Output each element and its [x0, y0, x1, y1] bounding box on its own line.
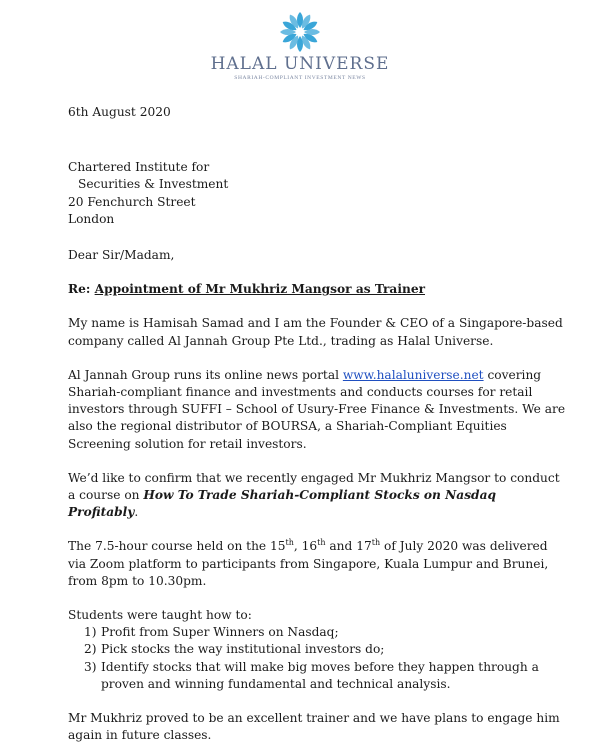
- paragraph-engagement: [68, 470, 568, 522]
- list-number: 2): [84, 642, 97, 657]
- letter-date: 6th August 2020: [68, 105, 171, 119]
- subject-line: [68, 281, 568, 298]
- list-item-text: Identify stocks that will make big moves before they happen through a proven and winning fundamental and technical analysis.: [101, 659, 539, 691]
- brand-tagline: SHARIAH-COMPLIANT INVESTMENT NEWS: [234, 75, 366, 81]
- recipient-address: [68, 159, 568, 228]
- ordinal-suffix: th: [371, 538, 381, 548]
- list-number: 3): [84, 659, 97, 674]
- paragraph-intro: My name is Hamisah Samad and I am the Founder & CEO of a Singapore-based company called Al Jannah Group Pte Ltd., trading as Halal Universe.: [68, 316, 563, 348]
- list-item: [68, 641, 568, 658]
- address-line: Chartered Institute for: [68, 160, 210, 175]
- paragraph-text: and 17: [325, 539, 372, 554]
- paragraph-text: of July 2020 was delivered via Zoom platform to participants from Singapore, Kuala Lumpur and Brunei, from 8pm to 10.30pm.: [68, 539, 549, 588]
- subject-prefix: Re:: [68, 282, 95, 297]
- list-number: 1): [84, 625, 97, 640]
- paragraph-course-details: [68, 538, 568, 590]
- paragraph-company: [68, 367, 568, 453]
- halal-universe-emblem-icon: [278, 10, 322, 54]
- list-item-text: Profit from Super Winners on Nasdaq;: [101, 625, 339, 640]
- ordinal-suffix: th: [317, 538, 326, 548]
- list-item-text: Pick stocks the way institutional investors do;: [101, 642, 385, 657]
- list-item: [68, 624, 568, 641]
- paragraph-text: Al Jannah Group runs its online news portal: [68, 367, 343, 382]
- subject-text: Appointment of Mr Mukhriz Mangsor as Trainer: [94, 282, 425, 297]
- course-title: How To Trade Shariah-Compliant Stocks on Nasdaq Profitably: [68, 488, 496, 520]
- brand-name: HALAL UNIVERSE: [210, 54, 390, 74]
- paragraph-list-intro: Students were taught how to:: [68, 608, 252, 623]
- paragraph-text: , 16: [293, 539, 318, 554]
- salutation: Dear Sir/Madam,: [68, 248, 175, 263]
- taught-list: [68, 624, 568, 693]
- paragraph-text: covering Shariah-compliant finance and investments and conducts courses for retail investors through SUFFI – School of Usury-Free Finance & Investments. We are also the regional distributor of BOURSA, a Shariah-Compliant Equities Screening solution for retail investors.: [68, 367, 566, 451]
- address-line: 20 Fenchurch Street: [68, 194, 196, 209]
- list-item: [68, 659, 568, 693]
- paragraph-text: The 7.5-hour course held on the 15: [68, 539, 286, 554]
- paragraph-text: We’d like to confirm that we recently engaged Mr Mukhriz Mangsor to conduct a course on: [68, 470, 560, 503]
- address-line: London: [68, 211, 115, 226]
- address-line: Securities & Investment: [78, 177, 229, 192]
- paragraph-text: .: [134, 505, 139, 520]
- paragraph-closing: Mr Mukhriz proved to be an excellent trainer and we have plans to engage him again in future classes.: [68, 711, 560, 743]
- letterhead-logo: [0, 10, 600, 82]
- website-link[interactable]: www.halaluniverse.net: [342, 367, 484, 382]
- ordinal-suffix: th: [285, 538, 294, 548]
- letter-body: [68, 104, 568, 744]
